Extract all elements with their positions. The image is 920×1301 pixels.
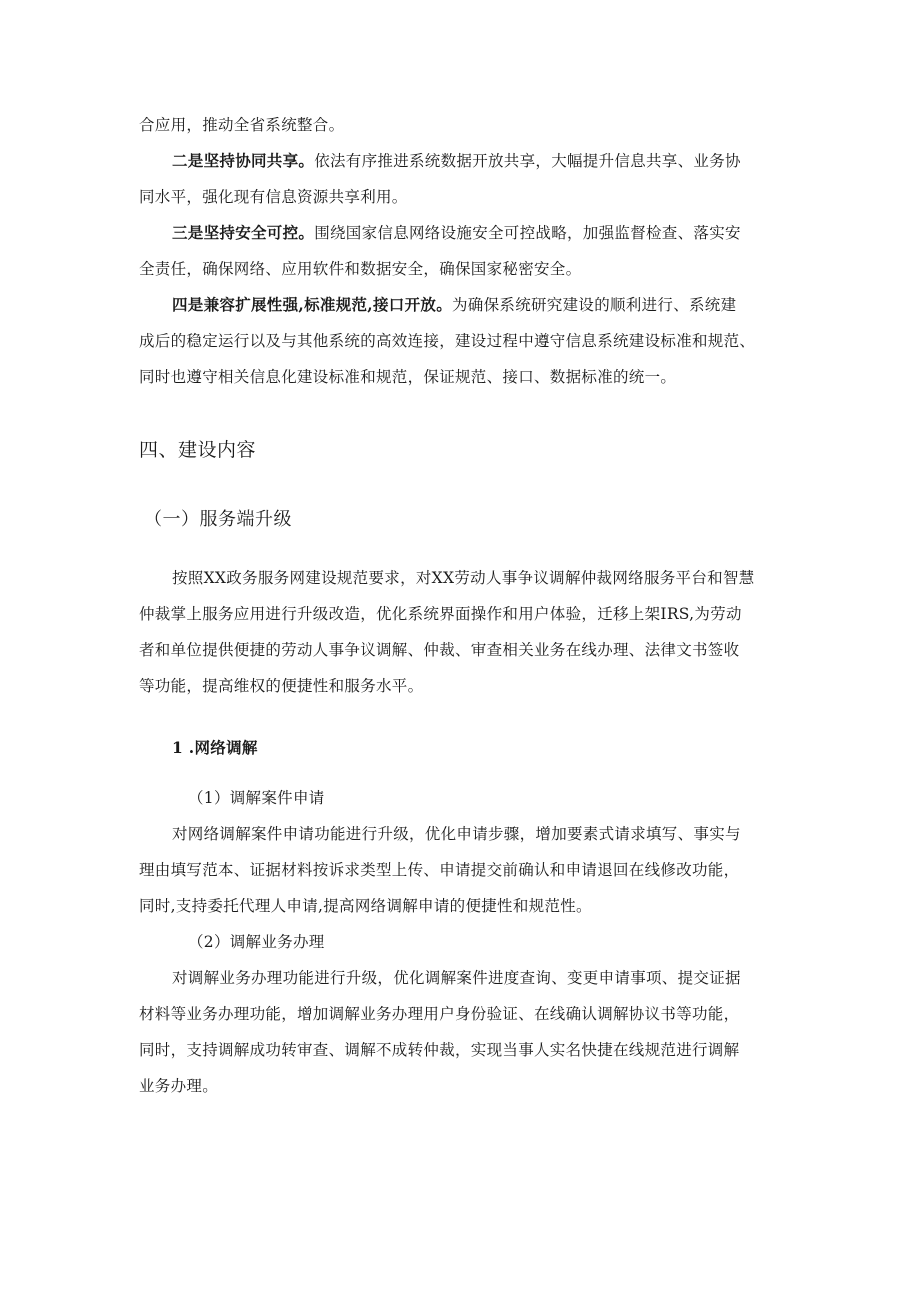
intro-line: 合应用，推动全省系统整合。 [139,116,345,134]
principle-2-line-1 [172,150,741,172]
item-1-sub-1-body-line: 理由填写范本、证据材料按诉求类型上传、申请提交前确认和申请退回在线修改功能， [139,861,740,879]
item-1-sub-2-heading: （2）调解业务办理 [188,933,325,951]
section-4-heading: 四、建设内容 [139,439,257,461]
principle-4-line-3: 同时也遵守相关信息化建设标准和规范，保证规范、接口、数据标准的统一。 [139,368,677,386]
principle-2-line-2: 同水平，强化现有信息资源共享利用。 [139,188,408,206]
item-1-sub-1-body-line: 同时,支持委托代理人申请,提高网络调解申请的便捷性和规范性。 [139,897,592,915]
principle-2-lead: 二是坚持协同共享。 [172,151,315,170]
subsection-1-body-line: 等功能，提高维权的便捷性和服务水平。 [139,677,424,695]
item-1-sub-2-body-line: 业务办理。 [139,1077,219,1095]
subsection-1-body-line: 者和单位提供便捷的劳动人事争议调解、仲裁、审查相关业务在线办理、法律文书签收 [139,641,740,659]
subsection-1-body-line: 仲裁掌上服务应用进行升级改造，优化系统界面操作和用户体验，迁移上架IRS,为劳动 [139,605,742,623]
subsection-1-body-line: 按照XX政务服务网建设规范要求，对XX劳动人事争议调解仲裁网络服务平台和智慧 [172,569,755,587]
item-1-sub-2-body-line: 对调解业务办理功能进行升级，优化调解案件进度查询、变更申请事项、提交证据 [172,969,741,987]
subsection-1-heading: （一）服务端升级 [144,509,292,530]
item-1-sub-1-body-line: 对网络调解案件申请功能进行升级，优化申请步骤，增加要素式请求填写、事实与 [172,825,741,843]
principle-3-lead: 三是坚持安全可控。 [172,223,315,242]
item-1-sub-1-heading: （1）调解案件申请 [188,789,325,807]
item-1-heading: 1 .网络调解 [172,738,258,757]
principle-3-line-1 [172,222,741,244]
item-1-sub-2-body-line: 材料等业务办理功能，增加调解业务办理用户身份验证、在线确认调解协议书等功能， [139,1005,740,1023]
principle-3-line-2: 全责任，确保网络、应用软件和数据安全，确保国家秘密安全。 [139,260,582,278]
principle-4-lead: 四是兼容扩展性强,标准规范,接口开放。 [172,295,452,314]
principle-4-text: 为确保系统研究建设的顺利进行、系统建 [452,296,737,314]
principle-4-line-2: 成后的稳定运行以及与其他系统的高效连接，建设过程中遵守信息系统建设标准和规范、 [139,332,756,350]
principle-4-line-1 [172,294,736,316]
principle-3-text: 围绕国家信息网络设施安全可控战略，加强监督检查、落实安 [314,224,741,242]
item-1-sub-2-body-line: 同时，支持调解成功转审查、调解不成转仲裁，实现当事人实名快捷在线规范进行调解 [139,1041,740,1059]
principle-2-text: 依法有序推进系统数据开放共享，大幅提升信息共享、业务协 [314,152,741,170]
